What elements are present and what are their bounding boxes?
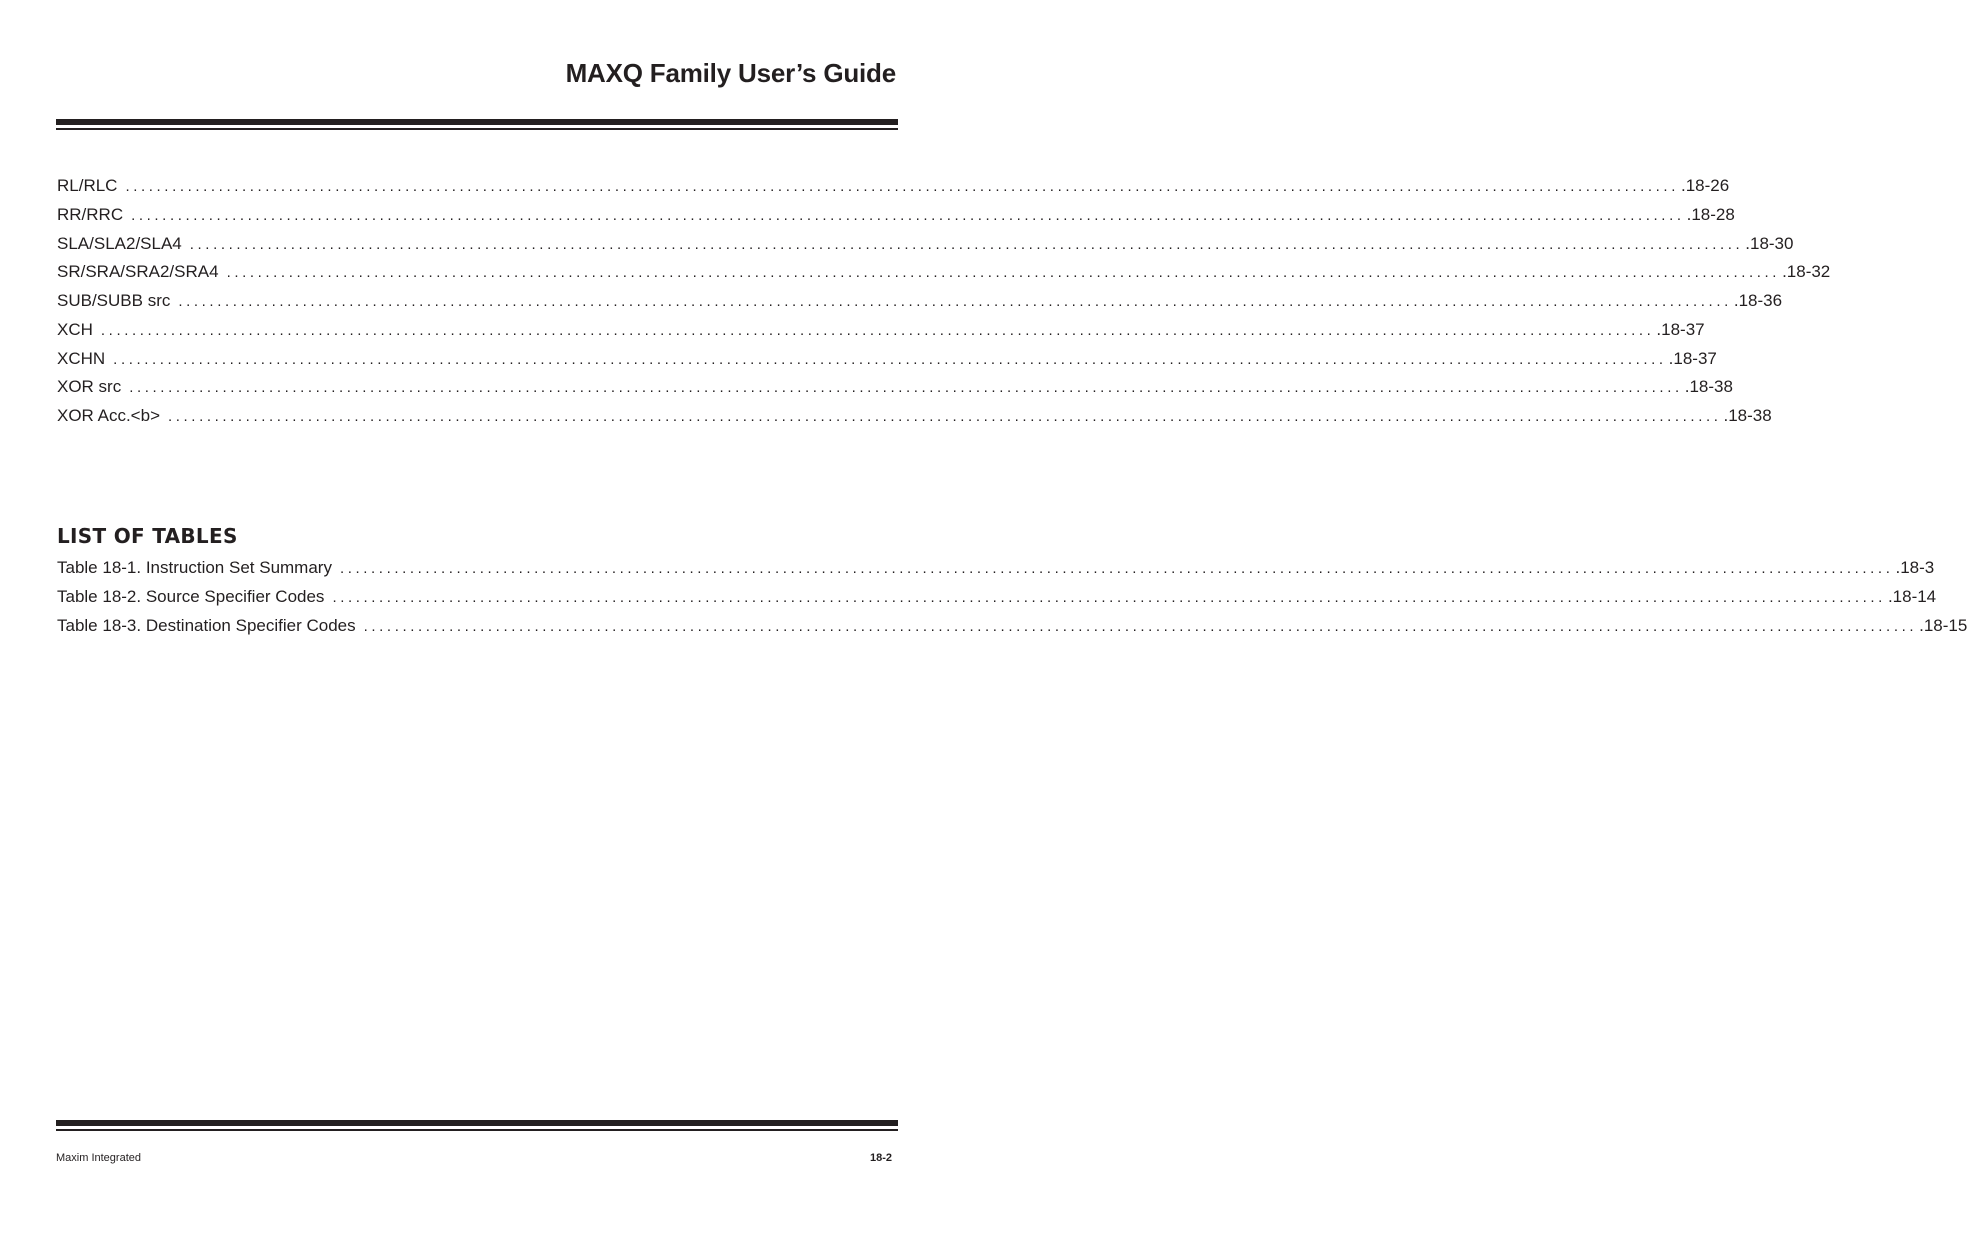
tables-list (57, 558, 1967, 644)
dot-leader: ........................................................................................................................................................................................................ (168, 408, 1722, 425)
footer-page-number: 18-2 (869, 1152, 892, 1164)
dot-leader: ........................................................................................................................................................................................................ (131, 206, 1685, 224)
header-rule (56, 119, 898, 130)
table-entry-label: Table 18-1. Instruction Set Summary (57, 558, 332, 577)
dot-leader: ........................................................................................................................................................................................................ (226, 264, 1781, 282)
dot-leader: ........................................................................................................................................................................................................ (113, 350, 1667, 368)
toc-entry (57, 291, 1783, 320)
toc-entry-page: .18-36 (1733, 291, 1783, 310)
toc-entry-label: SUB/SUBB src (57, 291, 171, 310)
table-entry-label: Table 18-3. Destination Specifier Codes (57, 615, 356, 635)
dot-leader: ........................................................................................................................................................................................................ (339, 560, 1894, 577)
toc-entry-label: XCH (57, 319, 93, 339)
footer-company: Maxim Integrated (56, 1152, 141, 1164)
toc-entry (57, 233, 1794, 263)
footer-rule (56, 1120, 898, 1131)
toc-entry-label: XOR Acc.<b> (57, 406, 160, 425)
toc-entry-label: XCHN (57, 348, 106, 368)
page-title: MAXQ Family User’s Guide (565, 58, 896, 88)
toc-entry (57, 319, 1705, 349)
toc-entry-page: .18-30 (1745, 233, 1794, 253)
toc-entry-page: .18-37 (1656, 319, 1705, 339)
toc-entry (57, 406, 1772, 435)
table-entry-page: .18-3 (1895, 558, 1935, 577)
toc-entry-label: XOR src (57, 377, 122, 397)
toc-entry (57, 262, 1831, 291)
table-entry (57, 558, 1935, 587)
dot-leader: ........................................................................................................................................................................................................ (129, 379, 1683, 397)
dot-leader: ........................................................................................................................................................................................................ (100, 321, 1655, 339)
toc-entry-page: .18-26 (1680, 176, 1730, 195)
dot-leader: ........................................................................................................................................................................................................ (189, 235, 1744, 253)
toc-entry-label: SR/SRA/SRA2/SRA4 (57, 262, 219, 282)
toc-entry-label: RL/RLC (57, 176, 118, 195)
dot-leader: ........................................................................................................................................................................................................ (363, 617, 1918, 635)
toc-entry-label: RR/RRC (57, 204, 124, 224)
table-entry-page: .18-15 (1919, 615, 1967, 635)
toc-entry (57, 176, 1730, 205)
dot-leader: ........................................................................................................................................................................................................ (332, 588, 1886, 606)
dot-leader: ........................................................................................................................................................................................................ (178, 293, 1732, 310)
toc-entry (57, 377, 1733, 406)
table-entry (57, 615, 1967, 645)
list-of-tables-heading: LIST OF TABLES (57, 524, 238, 548)
toc-entry-page: .18-38 (1684, 377, 1733, 397)
contents-list (57, 176, 1831, 435)
toc-entry-page: .18-38 (1723, 406, 1772, 425)
toc-entry-page: .18-32 (1782, 262, 1831, 282)
dot-leader: ........................................................................................................................................................................................................ (125, 178, 1679, 195)
toc-entry (57, 204, 1735, 234)
table-entry (57, 586, 1937, 616)
toc-entry-page: .18-28 (1686, 204, 1735, 224)
toc-entry-label: SLA/SLA2/SLA4 (57, 233, 182, 253)
table-entry-label: Table 18-2. Source Specifier Codes (57, 586, 325, 606)
table-entry-page: .18-14 (1887, 586, 1937, 606)
toc-entry (57, 348, 1717, 378)
toc-entry-page: .18-37 (1668, 348, 1717, 368)
